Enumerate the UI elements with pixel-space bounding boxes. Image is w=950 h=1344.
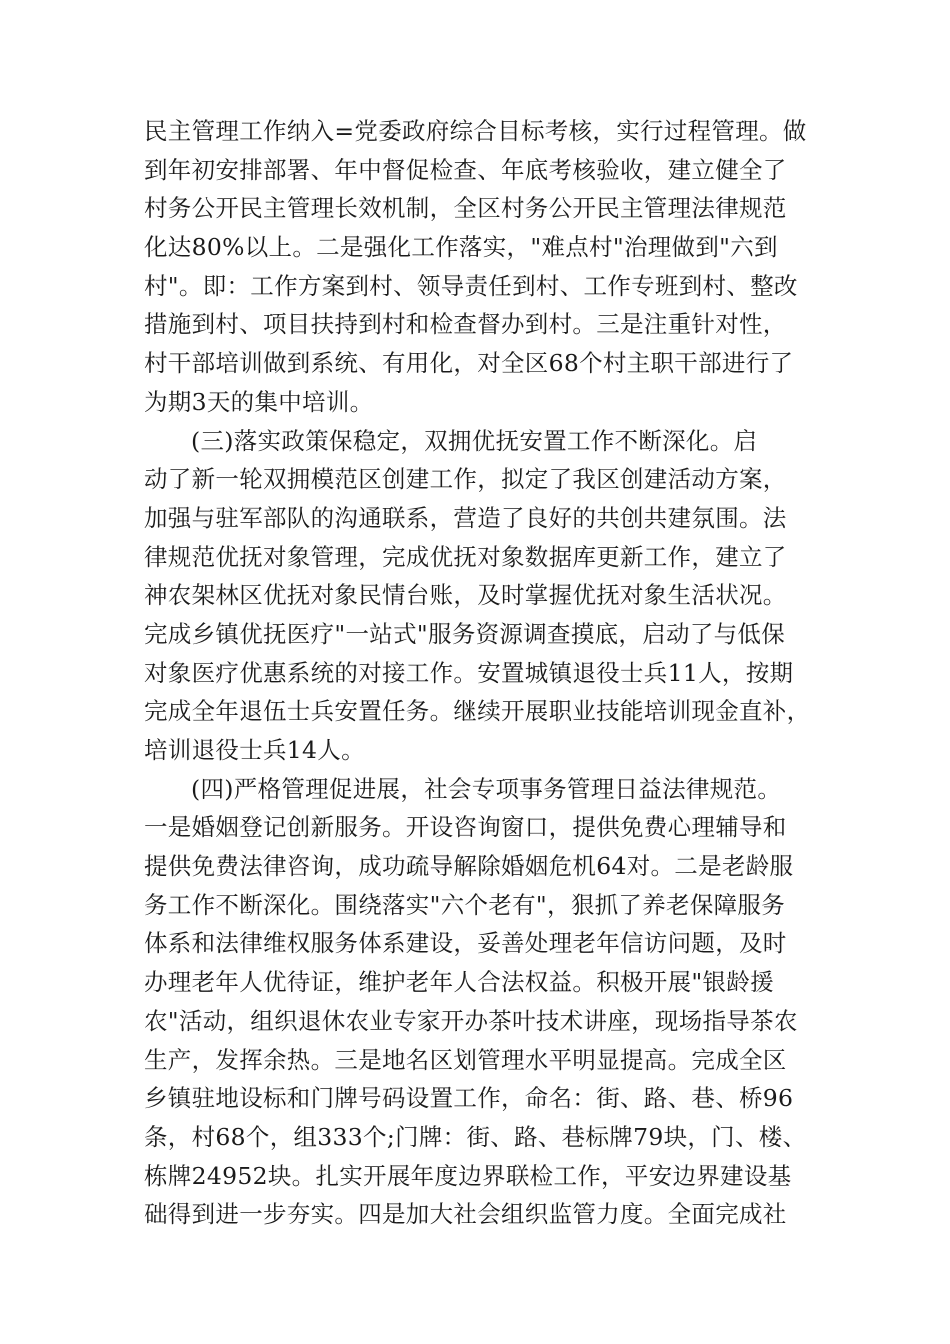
text-line: 化达80%以上。二是强化工作落实，"难点村"治理做到"六到 — [144, 233, 778, 262]
text-line: 对象医疗优惠系统的对接工作。安置城镇退役士兵11人，按期 — [144, 658, 794, 687]
section-heading-line: (三)落实政策保稳定，双拥优抚安置工作不断深化。启 — [191, 426, 758, 455]
text-line: 栋牌24952块。扎实开展年度边界联检工作，平安边界建设基 — [144, 1161, 792, 1190]
text-line: 到年初安排部署、年中督促检查、年底考核验收，建立健全了 — [144, 155, 787, 184]
section-heading-line: (四)严格管理促进展，社会专项事务管理日益法律规范。 — [191, 774, 782, 803]
text-line: 律规范优抚对象管理，完成优抚对象数据库更新工作，建立了 — [144, 542, 787, 571]
text-line: 条，村68个，组333个;门牌：街、路、巷标牌79块，门、楼、 — [144, 1122, 807, 1151]
body-text — [144, 112, 811, 1234]
text-line: 完成乡镇优抚医疗"一站式"服务资源调查摸底，启动了与低保 — [144, 619, 786, 648]
text-line: 村务公开民主管理长效机制，全区村务公开民主管理法律规范 — [144, 194, 787, 223]
text-line: 乡镇驻地设标和门牌号码设置工作，命名：街、路、巷、桥96 — [144, 1084, 794, 1113]
text-line: 生产，发挥余热。三是地名区划管理水平明显提高。完成全区 — [144, 1045, 787, 1074]
text-line: 加强与驻军部队的沟通联系，营造了良好的共创共建氛围。法 — [144, 503, 787, 532]
text-line: 提供免费法律咨询，成功疏导解除婚姻危机64对。二是老龄服 — [144, 852, 794, 881]
text-line: 务工作不断深化。围绕落实"六个老有"，狠抓了养老保障服务 — [144, 890, 786, 919]
text-line: 体系和法律维权服务体系建设，妥善处理老年信访问题，及时 — [144, 929, 787, 958]
text-line: 农"活动，组织退休农业专家开办茶叶技术讲座，现场指导茶农 — [144, 1006, 798, 1035]
text-line: 动了新一轮双拥模范区创建工作，拟定了我区创建活动方案， — [144, 465, 787, 494]
text-line: 完成全年退伍士兵安置任务。继续开展职业技能培训现金直补， — [144, 697, 811, 726]
text-line: 础得到进一步夯实。四是加大社会组织监管力度。全面完成社 — [144, 1200, 787, 1229]
text-line: 一是婚姻登记创新服务。开设咨询窗口，提供免费心理辅导和 — [144, 813, 787, 842]
text-line: 神农架林区优抚对象民情台账，及时掌握优抚对象生活状况。 — [144, 581, 787, 610]
text-line: 村干部培训做到系统、有用化，对全区68个村主职干部进行了 — [144, 349, 794, 378]
text-line: 措施到村、项目扶持到村和检查督办到村。三是注重针对性， — [144, 310, 787, 339]
text-line: 培训退役士兵14人。 — [144, 736, 365, 764]
text-line: 村"。即：工作方案到村、领导责任到村、工作专班到村、整改 — [144, 271, 798, 300]
text-line: 办理老年人优待证，维护老年人合法权益。积极开展"银龄援 — [144, 968, 774, 997]
text-line: 为期3天的集中培训。 — [144, 387, 374, 416]
text-line: 民主管理工作纳入=党委政府综合目标考核，实行过程管理。做 — [144, 117, 807, 145]
